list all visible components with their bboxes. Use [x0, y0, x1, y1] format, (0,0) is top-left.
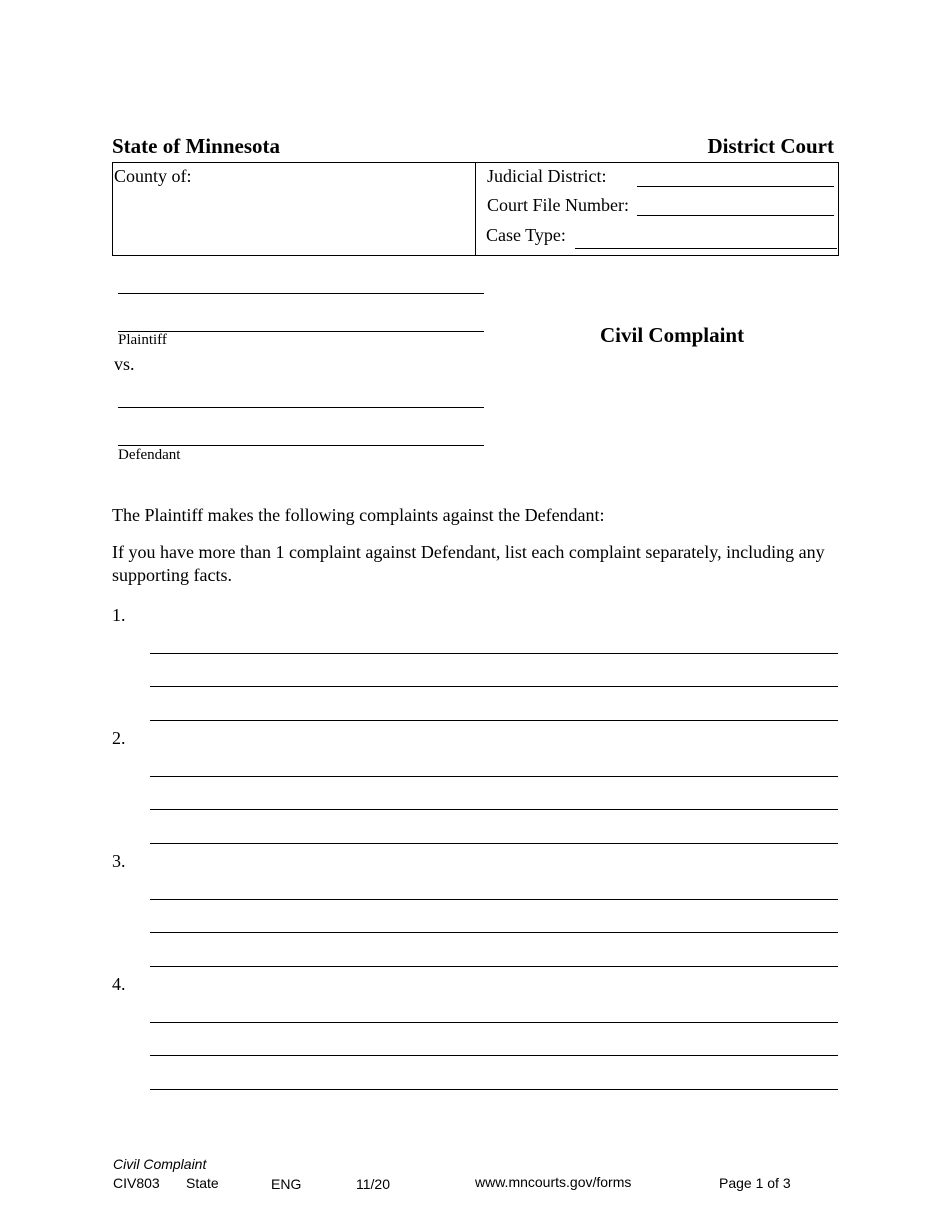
complaint-1-line-3[interactable]	[150, 720, 838, 721]
case-type-field[interactable]	[575, 248, 837, 249]
court-file-number-field[interactable]	[637, 215, 834, 216]
footer-revision: 11/20	[356, 1176, 390, 1192]
footer-form-title: Civil Complaint	[113, 1156, 207, 1172]
judicial-district-field[interactable]	[637, 186, 834, 187]
case-type-label: Case Type:	[486, 225, 566, 245]
footer-page-number: Page 1 of 3	[719, 1175, 791, 1191]
footer-form-code: CIV803	[113, 1175, 160, 1191]
complaint-1-line-2[interactable]	[150, 686, 838, 687]
complaint-3-line-2[interactable]	[150, 932, 838, 933]
footer-scope: State	[186, 1175, 219, 1191]
complaint-1-line-1[interactable]	[150, 653, 838, 654]
plaintiff-line-2[interactable]	[118, 331, 484, 332]
intro-line-2: If you have more than 1 complaint against Defendant, list each complaint separately, including any supporting facts.	[112, 542, 825, 585]
footer-website: www.mncourts.gov/forms	[475, 1174, 632, 1190]
complaint-number-4: 4.	[112, 974, 126, 994]
defendant-line-1[interactable]	[118, 407, 484, 408]
complaint-3-line-1[interactable]	[150, 899, 838, 900]
complaint-3-line-3[interactable]	[150, 966, 838, 967]
defendant-label: Defendant	[118, 447, 181, 463]
court-heading: District Court	[707, 134, 834, 158]
versus-label: vs.	[114, 354, 135, 374]
defendant-line-2[interactable]	[118, 445, 484, 446]
footer-language: ENG	[271, 1176, 302, 1192]
intro-line-1: The Plaintiff makes the following complaints against the Defendant:	[112, 505, 605, 525]
caption-divider	[475, 162, 476, 255]
complaint-2-line-2[interactable]	[150, 809, 838, 810]
plaintiff-label: Plaintiff	[118, 332, 167, 348]
state-heading: State of Minnesota	[112, 134, 280, 158]
plaintiff-line-1[interactable]	[118, 293, 484, 294]
complaint-4-line-1[interactable]	[150, 1022, 838, 1023]
complaint-4-line-2[interactable]	[150, 1055, 838, 1056]
judicial-district-label: Judicial District:	[487, 166, 607, 186]
document-title: Civil Complaint	[600, 323, 745, 347]
complaint-number-3: 3.	[112, 851, 126, 871]
court-file-number-label: Court File Number:	[487, 195, 629, 215]
complaint-2-line-1[interactable]	[150, 776, 838, 777]
complaint-number-1: 1.	[112, 605, 126, 625]
complaint-2-line-3[interactable]	[150, 843, 838, 844]
complaint-number-2: 2.	[112, 728, 126, 748]
complaint-4-line-3[interactable]	[150, 1089, 838, 1090]
county-label: County of:	[114, 166, 192, 186]
